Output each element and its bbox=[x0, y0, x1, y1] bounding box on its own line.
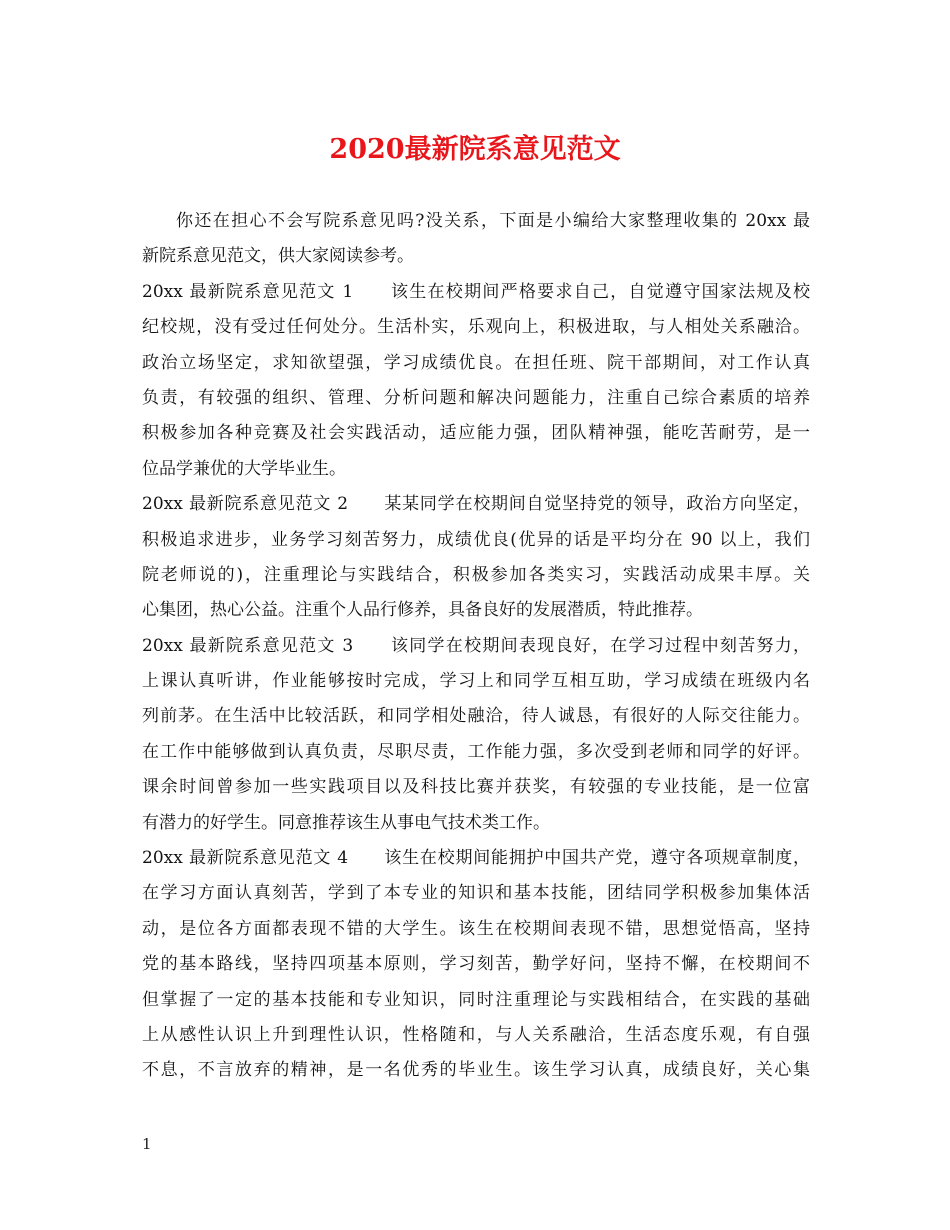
body-text-line: 上从感性认识上升到理性认识，性格随和，与人关系融洽，生活态度乐观，有自强 bbox=[142, 1024, 810, 1045]
body-text-line: 在工作中能够做到认真负责，尽职尽责，工作能力强，多次受到老师和同学的好评。 bbox=[142, 741, 810, 762]
body-text-line: 上课认真听讲，作业能够按时完成，学习上和同学互相互助，学习成绩在班级内名 bbox=[142, 671, 810, 692]
body-text-line: 心集团，热心公益。注重个人品行修养，具备良好的发展潜质，特此推荐。 bbox=[142, 600, 703, 621]
body-text-line: 不息，不言放弃的精神，是一名优秀的毕业生。该生学习认真，成绩良好，关心集 bbox=[142, 1060, 810, 1081]
body-text-line: 课余时间曾参加一些实践项目以及科技比赛并获奖，有较强的专业技能，是一位富 bbox=[142, 777, 810, 798]
body-text-line: 积极追求进步，业务学习刻苦努力，成绩优良(优异的话是平均分在 90 以上，我们 bbox=[142, 529, 810, 550]
body-text-line: 动，是位各方面都表现不错的大学生。该生在校期间表现不错，思想觉悟高，坚持 bbox=[142, 918, 810, 939]
document-body bbox=[142, 204, 810, 1089]
body-text-line: 党的基本路线，坚持四项基本原则，学习刻苦，勤学好问，坚持不懈，在校期间不 bbox=[142, 954, 810, 975]
body-text-line: 政治立场坚定，求知欲望强，学习成绩优良。在担任班、院干部期间，对工作认真 bbox=[142, 352, 810, 373]
body-text-line: 列前茅。在生活中比较活跃，和同学相处融洽，待人诚恳，有很好的人际交往能力。 bbox=[142, 706, 810, 727]
body-text-line: 位品学兼优的大学毕业生。 bbox=[142, 458, 346, 479]
body-text-line: 负责，有较强的组织、管理、分析问题和解决问题能力，注重自己综合素质的培养 bbox=[142, 387, 810, 408]
body-text-line: 新院系意见范文，供大家阅读参考。 bbox=[142, 246, 414, 267]
body-text-line: 20xx 最新院系意见范文 1 该生在校期间严格要求自己，自觉遵守国家法规及校 bbox=[142, 281, 810, 302]
body-text-line: 但掌握了一定的基本技能和专业知识，同时注重理论与实践相结合，在实践的基础 bbox=[142, 989, 810, 1010]
body-text-line: 你还在担心不会写院系意见吗?没关系，下面是小编给大家整理收集的 20xx 最 bbox=[176, 211, 810, 231]
page-number: 1 bbox=[142, 1135, 152, 1153]
body-text-line: 在学习方面认真刻苦，学到了本专业的知识和基本技能，团结同学积极参加集体活 bbox=[142, 883, 810, 904]
body-text-line: 20xx 最新院系意见范文 3 该同学在校期间表现良好，在学习过程中刻苦努力， bbox=[142, 635, 810, 656]
body-text-line: 有潜力的好学生。同意推荐该生从事电气技术类工作。 bbox=[142, 812, 550, 833]
body-text-line: 20xx 最新院系意见范文 2 某某同学在校期间自觉坚持党的领导，政治方向坚定， bbox=[142, 494, 810, 515]
body-text-line: 积极参加各种竞赛及社会实践活动，适应能力强，团队精神强，能吃苦耐劳，是一 bbox=[142, 423, 810, 444]
body-text-line: 院老师说的)，注重理论与实践结合，积极参加各类实习，实践活动成果丰厚。关 bbox=[142, 564, 810, 585]
body-text-line: 20xx 最新院系意见范文 4 该生在校期间能拥护中国共产党，遵守各项规章制度， bbox=[142, 848, 810, 869]
body-text-line: 纪校规，没有受过任何处分。生活朴实，乐观向上，积极进取，与人相处关系融洽。 bbox=[142, 317, 810, 338]
document-title: 2020最新院系意见范文 bbox=[329, 134, 621, 165]
